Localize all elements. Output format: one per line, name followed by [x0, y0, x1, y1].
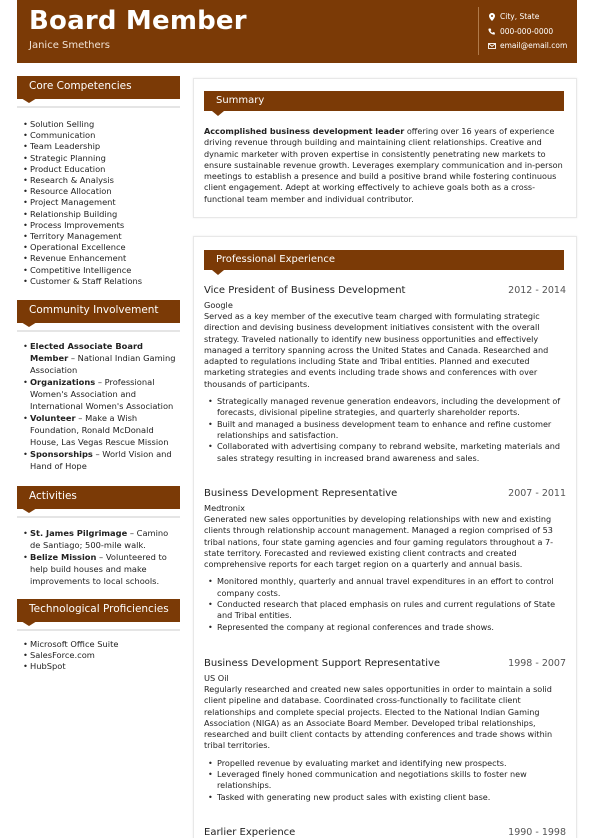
list-item: • Solution Selling: [23, 119, 180, 130]
job-title: Business Development Support Representative: [204, 658, 441, 669]
list-item: • Organizations – Professional Women's Association and International Women's Association: [23, 376, 180, 412]
location-text: City, State: [500, 12, 540, 21]
activities-heading: Activities: [17, 486, 180, 509]
community-heading: Community Involvement: [17, 300, 180, 323]
company-name: US Oil: [204, 673, 229, 683]
list-item: • Customer & Staff Relations: [23, 276, 180, 287]
list-item: • Process Improvements: [23, 220, 180, 231]
list-item: • Strategic Planning: [23, 153, 180, 164]
section-rule: [17, 330, 180, 332]
list-item: • SalesForce.com: [23, 650, 180, 661]
core-competencies-heading: Core Competencies: [17, 76, 180, 99]
phone-text: 000-000-0000: [500, 27, 554, 36]
job-entry: [204, 658, 566, 803]
job-entry: [204, 488, 566, 633]
summary-card: [193, 78, 577, 218]
phone-icon: [487, 28, 496, 35]
list-item: • HubSpot: [23, 661, 180, 672]
job-dates: 2007 - 2011: [508, 488, 566, 499]
list-item: • Research & Analysis: [23, 175, 180, 186]
list-item: • Relationship Building: [23, 209, 180, 220]
list-item: • Conducted research that placed emphasis on rules and current regulations of State and Tribal entities.: [208, 599, 566, 622]
resume-header: [17, 0, 577, 63]
list-item: • Resource Allocation: [23, 186, 180, 197]
list-item: • Revenue Enhancement: [23, 253, 180, 264]
section-rule: [17, 106, 180, 108]
list-item: • Belize Mission – Volunteered to help build houses and make improvements to local schools.: [23, 551, 180, 587]
job-dates: 1990 - 1998: [508, 827, 566, 838]
job-title: Earlier Experience: [204, 827, 296, 838]
section-rule: [17, 516, 180, 518]
list-item: • Product Education: [23, 164, 180, 175]
list-item: • Sponsorships – World Vision and Hand of Hope: [23, 448, 180, 472]
experience-heading: Professional Experience: [204, 250, 564, 270]
job-bullets: [204, 396, 566, 464]
experience-card: [193, 236, 577, 838]
contact-email[interactable]: [487, 41, 567, 50]
job-bullets: [204, 758, 566, 803]
list-item: • Collaborated with advertising company to rebrand website, marketing materials and sales strategy resulting in increased brand awareness and sales.: [208, 441, 566, 464]
list-item: • Operational Excellence: [23, 242, 180, 253]
company-name: Medtronix: [204, 503, 246, 513]
competencies-list: [17, 119, 180, 287]
map-pin-icon: [487, 13, 496, 21]
summary-text: Accomplished business development leader offering over 16 years of experience driving revenue through building and maintaining client relationships. Creative and dynamic marketer with proven expertise in consistently penetrating new markets to ensure sustainable revenue growth. Leverages exemplary communication and in-person meetings to establish a presence and build a positive brand while fostering continuous client engagement. Adept at working effectively to achieve goals both as a cross-functional team member and individual contributor.: [204, 126, 563, 204]
list-item: • Elected Associate Board Member – National Indian Gaming Association: [23, 340, 180, 376]
tech-heading: Technological Proficiencies: [17, 599, 180, 622]
list-item: • Volunteer – Make a Wish Foundation, Ronald McDonald House, Las Vegas Rescue Mission: [23, 412, 180, 448]
contact-phone: [487, 27, 553, 36]
list-item: • Strategically managed revenue generation endeavors, including the development of forecasts, divisional pipeline strategies, and quarterly shareholder reports.: [208, 396, 566, 419]
list-item: • Project Management: [23, 197, 180, 208]
job-description: Regularly researched and created new sales opportunities in order to maintain a solid client pipeline and database. Coordinated cross-functionally to facilitate client relationships and complete special projects. Elected to the National Indian Gaming Association (NIGA) as an Associate Board Member. Developed tribal relationships, researched and built client contacts by attending conferences and trade shows within tribal territories.: [204, 684, 553, 751]
job-description: Generated new sales opportunities by developing relationships with new and existing clients through relationship account management. Managed a region comprised of 53 tribal nations, four state gaming agencies and four gaming regulators throughout a 7-state territory. Forecasted and reviewed existing client contracts and created comprehensive reports for each target region on a quarterly and annual basis.: [204, 514, 554, 570]
list-item: • Territory Management: [23, 231, 180, 242]
tech-list: [17, 639, 180, 673]
email-text[interactable]: email@email.com: [500, 41, 568, 50]
summary-heading: Summary: [204, 91, 564, 111]
company-name: Google: [204, 300, 233, 310]
job-entry: [204, 827, 566, 838]
community-list: [17, 340, 180, 472]
job-dates: 2012 - 2014: [508, 285, 566, 296]
contact-location: [487, 12, 539, 21]
list-item: • Monitored monthly, quarterly and annual travel expenditures in an effort to control company costs.: [208, 576, 566, 599]
job-title: Vice President of Business Development: [204, 285, 406, 296]
job-bullets: [204, 576, 566, 632]
list-item: • Team Leadership: [23, 141, 180, 152]
section-rule: [17, 629, 180, 631]
candidate-name: Janice Smethers: [29, 40, 110, 51]
list-item: • Built and managed a business development team to enhance and refine customer relationships and satisfaction.: [208, 419, 566, 442]
list-item: • Communication: [23, 130, 180, 141]
job-description: Served as a key member of the executive team charged with formulating strategic direction and devising business development initiatives consistent with the overall strategy. Traveled nationally to identify new business opportunities and effectively managed a territory spanning across the United States and Canada. Researched and adapted to regulations including State and Tribal entities. Planned and executed marketing strategies and events including trade shows and conferences with over thousands of participants.: [204, 311, 549, 389]
job-dates: 1998 - 2007: [508, 658, 566, 669]
job-entry: [204, 285, 566, 464]
envelope-icon: [487, 43, 496, 49]
job-title: Business Development Representative: [204, 488, 398, 499]
sidebar: [17, 76, 180, 673]
resume-title: Board Member: [29, 6, 247, 36]
list-item: • Microsoft Office Suite: [23, 639, 180, 650]
list-item: • St. James Pilgrimage – Camino de Santiago; 500-mile walk.: [23, 527, 180, 551]
list-item: • Propelled revenue by evaluating market and identifying new prospects.: [208, 758, 566, 769]
list-item: • Leveraged finely honed communication and negotiations skills to foster new relationships.: [208, 769, 566, 792]
list-item: • Competitive Intelligence: [23, 265, 180, 276]
header-divider: [478, 7, 479, 55]
activities-list: [17, 527, 180, 587]
list-item: • Tasked with generating new product sales with existing client base.: [208, 792, 566, 803]
list-item: • Represented the company at regional conferences and trade shows.: [208, 622, 566, 633]
